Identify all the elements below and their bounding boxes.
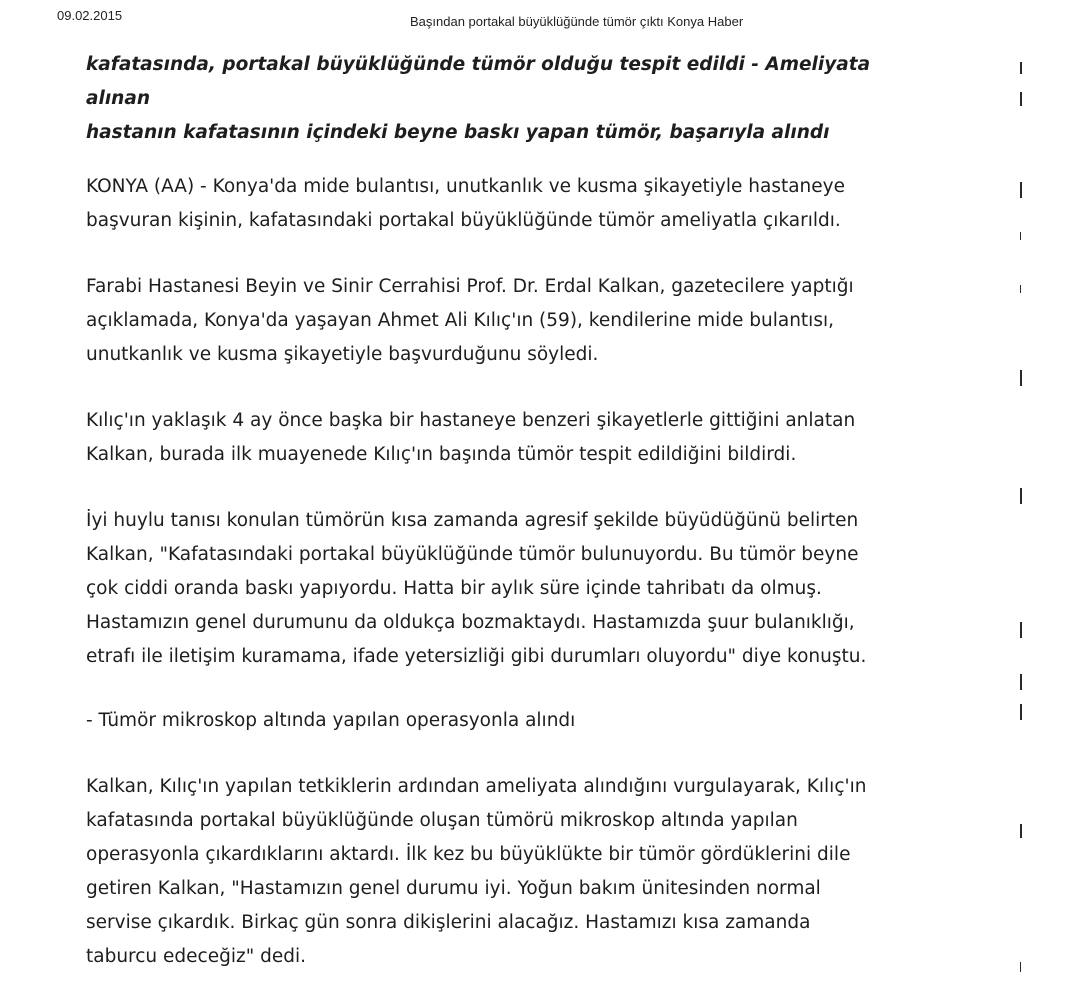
article-paragraph: Kalkan, Kılıç'ın yapılan tetkiklerin ardından ameliyata alındığını vurgulayarak, Kılıç'ın kafatasında portakal büyüklüğünde oluşan tümörü mikroskop altında yapılan operasyonla çıkardıklarını aktardı. İlk kez bu büyüklükte bir tümör gördüklerini dile getiren Kalkan, "Hastamızın genel durumu iyi. Yoğun bakım ünitesinden normal servise çıkardık. Birkaç gün sonra dikişlerini alacağız. Hastamızı kısa zamanda taburcu edeceğiz" dedi. — [86, 776, 867, 967]
scan-edge-mark — [1020, 232, 1021, 240]
scan-edge-mark — [1020, 182, 1022, 198]
scan-edge-mark — [1020, 370, 1022, 386]
article-paragraph: Kılıç'ın yaklaşık 4 ay önce başka bir hastaneye benzeri şikayetlerle gittiğini anlatan Kalkan, burada ilk muayenede Kılıç'ın başında tümör tespit edildiğini bildirdi. — [86, 410, 856, 465]
scan-edge-mark — [1020, 92, 1022, 106]
print-date: 09.02.2015 — [57, 8, 123, 23]
article-paragraph: Farabi Hastanesi Beyin ve Sinir Cerrahisi Prof. Dr. Erdal Kalkan, gazetecilere yaptığı açıklamada, Konya'da yaşayan Ahmet Ali Kılıç'ın (59), kendilerine mide bulantısı, unutkanlık ve kusma şikayetiyle başvurduğunu söyledi. — [86, 276, 854, 365]
scan-edge-mark — [1020, 285, 1021, 293]
scan-edge-mark — [1020, 824, 1022, 838]
scan-edge-mark — [1020, 674, 1022, 690]
article-paragraph: İyi huylu tanısı konulan tümörün kısa zamanda agresif şekilde büyüdüğünü belirten Kalkan, "Kafatasındaki portakal büyüklüğünde tümör bulunuyordu. Bu tümör beyne çok ciddi oranda baskı yapıyordu. Hatta bir aylık süre içinde tahribatı da olmuş. Hastamızın genel durumunu da oldukça bozmaktaydı. Hastamızda şuur bulanıklığı, etrafı ile iletişim kuramama, ifade yetersizliği gibi durumları oluyordu" diye konuştu. — [86, 510, 867, 667]
print-page-title: Başından portakal büyüklüğünde tümör çıktı Konya Haber — [410, 14, 744, 29]
scan-edge-mark — [1020, 622, 1022, 638]
scan-edge-mark — [1020, 62, 1022, 74]
article-paragraph: KONYA (AA) - Konya'da mide bulantısı, unutkanlık ve kusma şikayetiyle hastaneye başvuran kişinin, kafatasındaki portakal büyüklüğünde tümör ameliyatla çıkarıldı. — [86, 176, 845, 231]
scan-edge-mark — [1020, 962, 1021, 972]
article-lead: kafatasında, portakal büyüklüğünde tümör olduğu tespit edildi - Ameliyata alınan hastanın kafatasının içindeki beyne baskı yapan tümör, başarıyla alındı — [86, 54, 871, 143]
article-body — [86, 48, 916, 974]
article-subheading: - Tümör mikroskop altında yapılan operasyonla alındı — [86, 710, 576, 731]
scan-edge-mark — [1020, 488, 1022, 504]
scan-edge-mark — [1020, 704, 1022, 720]
